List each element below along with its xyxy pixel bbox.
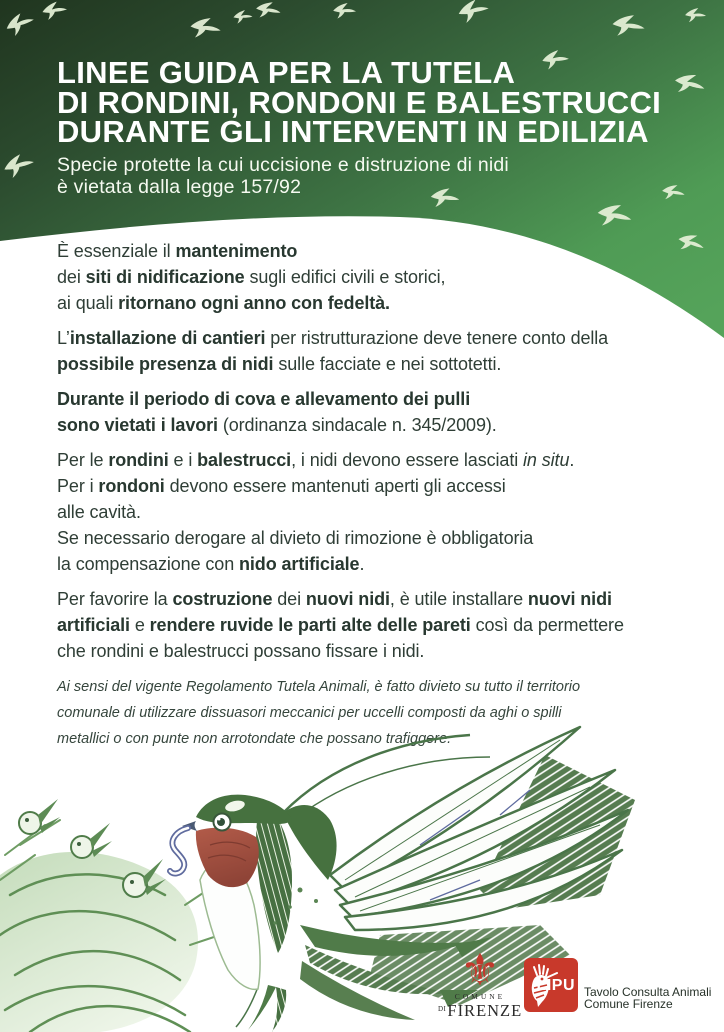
text-line: possibile presenza di nidi sulle facciate e nei sottotetti. [57, 354, 502, 374]
caption-line-2: Comune Firenze [584, 996, 673, 1011]
text-line: Per i rondoni devono essere mantenuti aperti gli accessi [57, 476, 506, 496]
di-word: DI [438, 1005, 447, 1013]
comune-word: COMUNE [454, 992, 506, 1001]
fleur-de-lis-icon: ⚜ [460, 946, 500, 995]
text-line: artificiali e rendere ruvide le parti alte delle pareti così da permettere [57, 615, 624, 635]
paragraph [57, 447, 702, 577]
title-line-3: DURANTE GLI INTERVENTI IN EDILIZIA [57, 114, 649, 149]
text-line: Durante il periodo di cova e allevamento dei pulli [57, 389, 471, 409]
text-line: dei siti di nidificazione sugli edifici civili e storici, [57, 267, 446, 287]
text-line: È essenziale il mantenimento [57, 241, 298, 261]
text-line: sono vietati i lavori (ordinanza sindacale n. 345/2009). [57, 415, 497, 435]
text-line: metallici o con punte non arrotondate che possano trafiggere. [57, 731, 452, 748]
footer-caption [584, 987, 711, 1011]
text-line: che rondini e balestrucci possano fissare i nidi. [57, 641, 425, 661]
paragraph [57, 586, 702, 664]
firenze-word: FIRENZE [447, 1001, 523, 1020]
title-line-2: DI RONDINI, RONDONI E BALESTRUCCI [57, 84, 662, 120]
paragraph [57, 238, 702, 316]
comune-firenze-logo [438, 946, 523, 1021]
text-line: Per favorire la costruzione dei nuovi nidi, è utile installare nuovi nidi [57, 589, 612, 609]
subtitle-line-2: è vietata dalla legge 157/92 [57, 175, 302, 198]
page-subtitle [57, 155, 509, 198]
paragraph [57, 325, 702, 377]
title-line-1: LINEE GUIDA PER LA TUTELA [57, 55, 516, 90]
comune-firenze-wordmark [438, 992, 522, 1021]
page-title [57, 55, 662, 149]
text-line: Per le rondini e i balestrucci, i nidi devono essere lasciati in situ. [57, 450, 575, 470]
body-paragraphs [57, 238, 702, 762]
text-line: la compensazione con nido artificiale. [57, 554, 365, 574]
lipu-logo [524, 958, 578, 1012]
text-line: alle cavità. [57, 502, 141, 522]
subtitle-line-1: Specie protette la cui uccisione e distruzione di nidi [57, 154, 509, 176]
lipu-wordmark: LIPU [536, 977, 575, 994]
text-line: ai quali ritornano ogni anno con fedeltà. [57, 293, 390, 313]
text-line: L’installazione di cantieri per ristrutturazione deve tenere conto della [57, 328, 609, 348]
caption-line-1: Tavolo Consulta Animali [584, 985, 712, 999]
paragraph [57, 386, 702, 438]
text-line: Ai sensi del vigente Regolamento Tutela Animali, è fatto divieto su tutto il territorio [57, 679, 581, 695]
text-line: Se necessario derogare al divieto di rimozione è obbligatoria [57, 528, 534, 548]
text-line: comunale di utilizzare dissuasori meccanici per uccelli composti da aghi o spilli [57, 705, 562, 722]
